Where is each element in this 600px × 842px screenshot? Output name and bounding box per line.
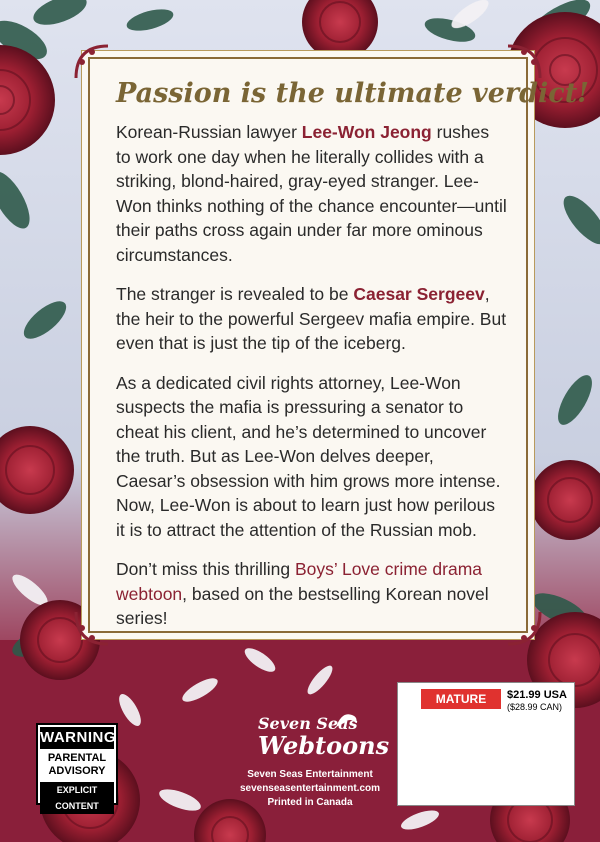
- logo-line-2: Webtoons: [258, 731, 390, 760]
- publisher-logo: [258, 715, 388, 759]
- publisher-url: sevenseasentertainment.com: [239, 783, 381, 794]
- corner-ornament-top-right: [504, 42, 544, 82]
- p2-text-before: The stranger is revealed to be: [116, 284, 354, 304]
- character-name-caesar: Caesar Sergeev: [353, 284, 485, 304]
- corner-ornament-top-left: [72, 42, 112, 82]
- headline: Passion is the ultimate verdict!: [116, 78, 590, 109]
- synopsis-paragraph-3: As a dedicated civil rights attorney, Lee-Won suspects the mafia is pressuring a senator to cheat his client, and he’s determined to uncover the truth. But as Lee-Won delves deeper, Caesar’s obsession with him grows more intense. Now, Lee-Won is about to learn just how perilous it is to attract the attention of the Russian mob.: [116, 372, 501, 540]
- synopsis-paragraph-1: [116, 120, 508, 267]
- rating-badge: MATURE: [421, 689, 501, 709]
- genre-highlight: Boys’ Love crime drama webtoon: [116, 559, 483, 604]
- corner-ornament-bottom-right: [504, 608, 544, 648]
- synopsis-text: [116, 120, 508, 646]
- logo-line-1: Seven Seas: [258, 714, 358, 733]
- warning-advisory: ADVISORY: [48, 765, 106, 777]
- printed-in: Printed in Canada: [267, 797, 353, 808]
- p2-text-after: , the heir to the powerful Sergeev mafia empire. But even that is just the tip of the iceberg.: [116, 284, 507, 353]
- price-usa: $21.99 USA: [507, 689, 567, 701]
- character-name-lee-won: Lee-Won Jeong: [301, 122, 432, 142]
- warning-explicit: EXPLICIT CONTENT: [40, 782, 114, 814]
- publisher-name: Seven Seas Entertainment: [247, 769, 373, 780]
- p4-text-after: , based on the bestselling Korean novel series!: [116, 583, 489, 628]
- corner-ornament-bottom-left: [72, 608, 112, 648]
- synopsis-paragraph-4: [116, 557, 508, 631]
- p1-text-before: Korean-Russian lawyer: [116, 122, 302, 142]
- p1-text-after: rushes to work one day when he literally collides with a striking, blond-haired, gray-eyed stranger. Lee-Won thinks nothing of the chance encounter—until their paths cross again under far more ominous circumstances.: [116, 122, 507, 265]
- price-can: ($28.99 CAN): [507, 702, 563, 712]
- p4-text-before: Don’t miss this thrilling: [116, 559, 295, 579]
- synopsis-paragraph-2: [116, 282, 508, 356]
- warning-title: WARNING: [40, 727, 114, 749]
- publisher-info: [230, 768, 390, 810]
- parental-advisory-label: [36, 723, 118, 811]
- warning-parental: PARENTAL: [47, 752, 107, 764]
